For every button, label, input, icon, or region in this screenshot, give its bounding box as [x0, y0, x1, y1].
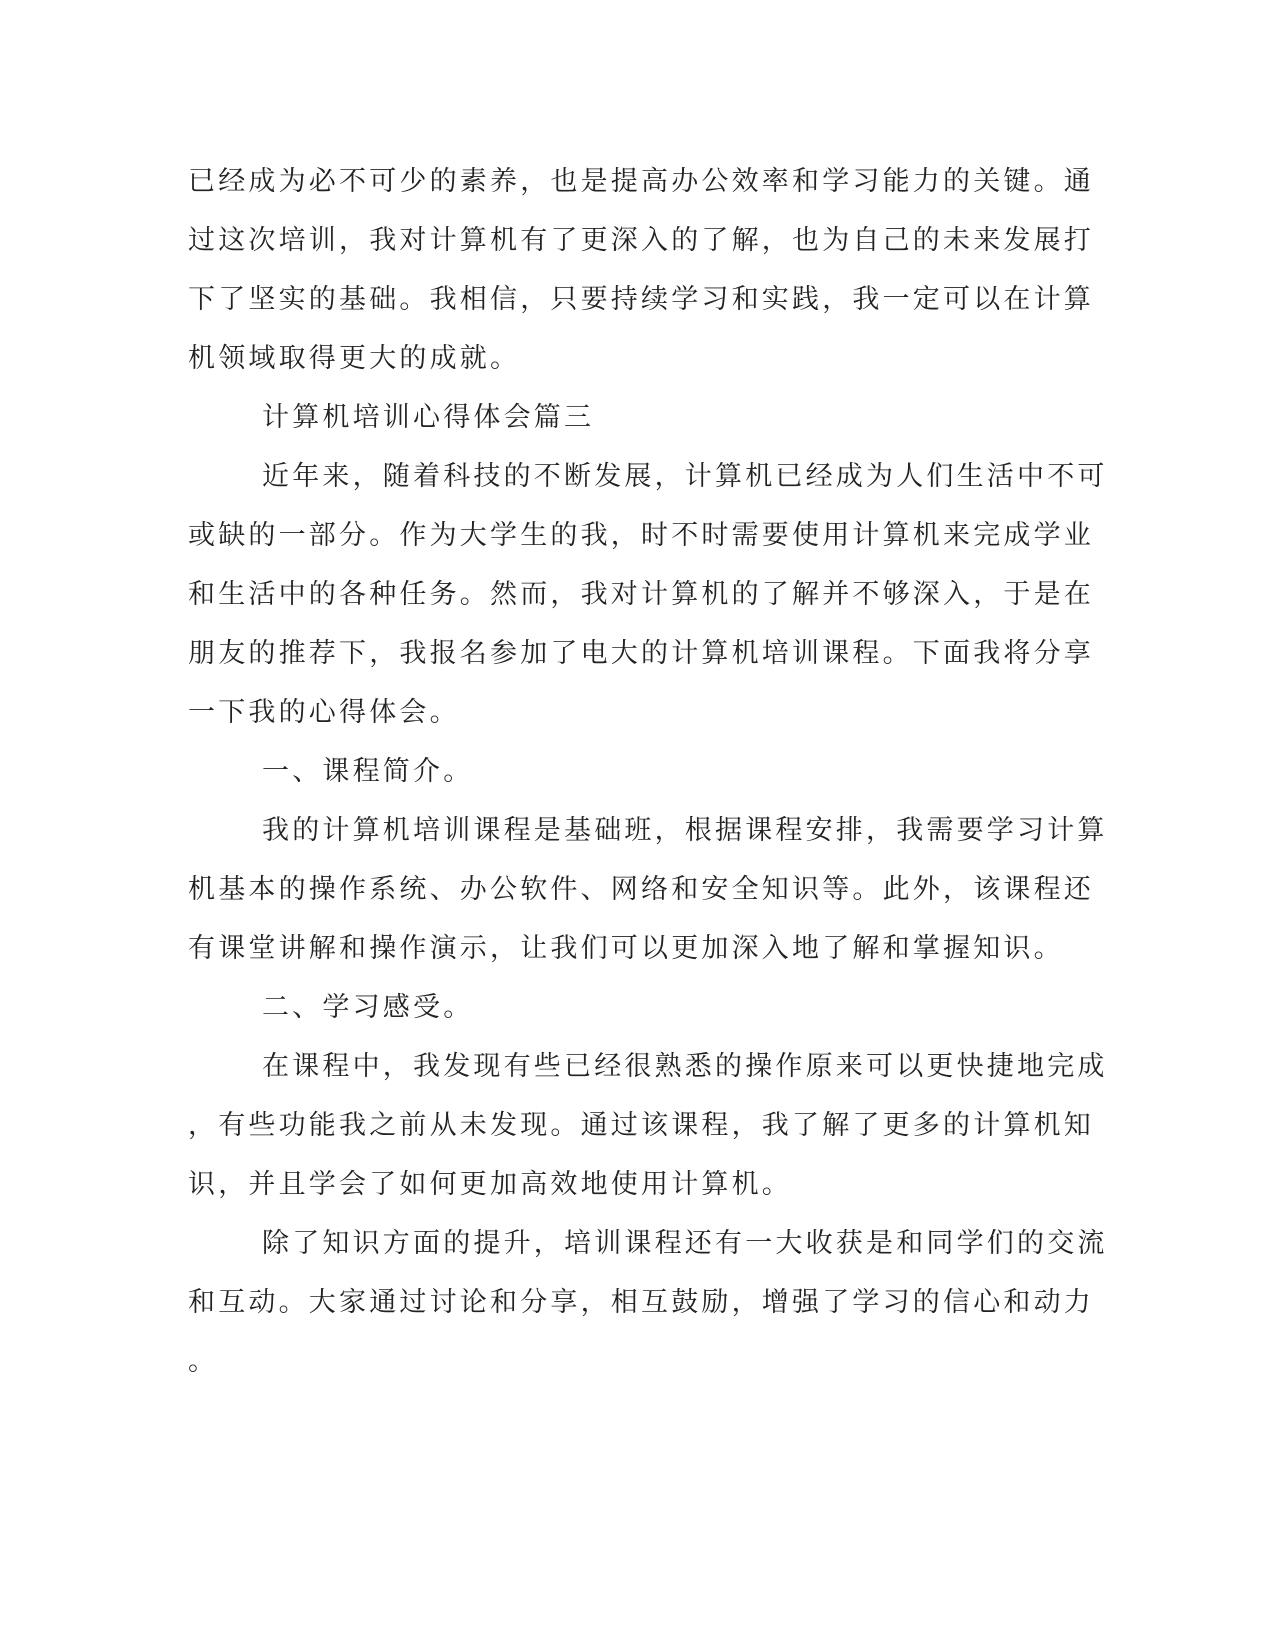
text-line: 过这次培训，我对计算机有了更深入的了解，也为自己的未来发展打 [188, 225, 1094, 256]
text-line: 或缺的一部分。作为大学生的我，时不时需要使用计算机来完成学业 [188, 520, 1094, 551]
text-line: 机领域取得更大的成就。 [188, 343, 521, 374]
subheading: 二、学习感受。 [262, 992, 474, 1023]
text-line: 下了坚实的基础。我相信，只要持续学习和实践，我一定可以在计算 [188, 284, 1094, 315]
text-line: 有课堂讲解和操作演示，让我们可以更加深入地了解和掌握知识。 [188, 933, 1064, 964]
text-line: 近年来，随着科技的不断发展，计算机已经成为人们生活中不可 [262, 461, 1108, 492]
text-line: 识，并且学会了如何更加高效地使用计算机。 [188, 1169, 792, 1200]
text-line: 朋友的推荐下，我报名参加了电大的计算机培训课程。下面我将分享 [188, 638, 1094, 669]
text-line: 一下我的心得体会。 [188, 697, 460, 728]
subheading: 一、课程简介。 [262, 756, 474, 787]
text-line: ，有些功能我之前从未发现。通过该课程，我了解了更多的计算机知 [188, 1110, 1094, 1141]
text-line: 。 [188, 1346, 219, 1377]
section-heading: 计算机培训心得体会篇三 [262, 402, 595, 433]
text-line: 和生活中的各种任务。然而，我对计算机的了解并不够深入，于是在 [188, 579, 1094, 610]
text-line: 机基本的操作系统、办公软件、网络和安全知识等。此外，该课程还 [188, 874, 1094, 905]
text-line: 和互动。大家通过讨论和分享，相互鼓励，增强了学习的信心和动力 [188, 1287, 1094, 1318]
text-line: 除了知识方面的提升，培训课程还有一大收获是和同学们的交流 [262, 1228, 1108, 1259]
text-line: 已经成为必不可少的素养，也是提高办公效率和学习能力的关键。通 [188, 166, 1094, 197]
text-line: 在课程中，我发现有些已经很熟悉的操作原来可以更快捷地完成 [262, 1051, 1108, 1082]
text-line: 我的计算机培训课程是基础班，根据课程安排，我需要学习计算 [262, 815, 1108, 846]
